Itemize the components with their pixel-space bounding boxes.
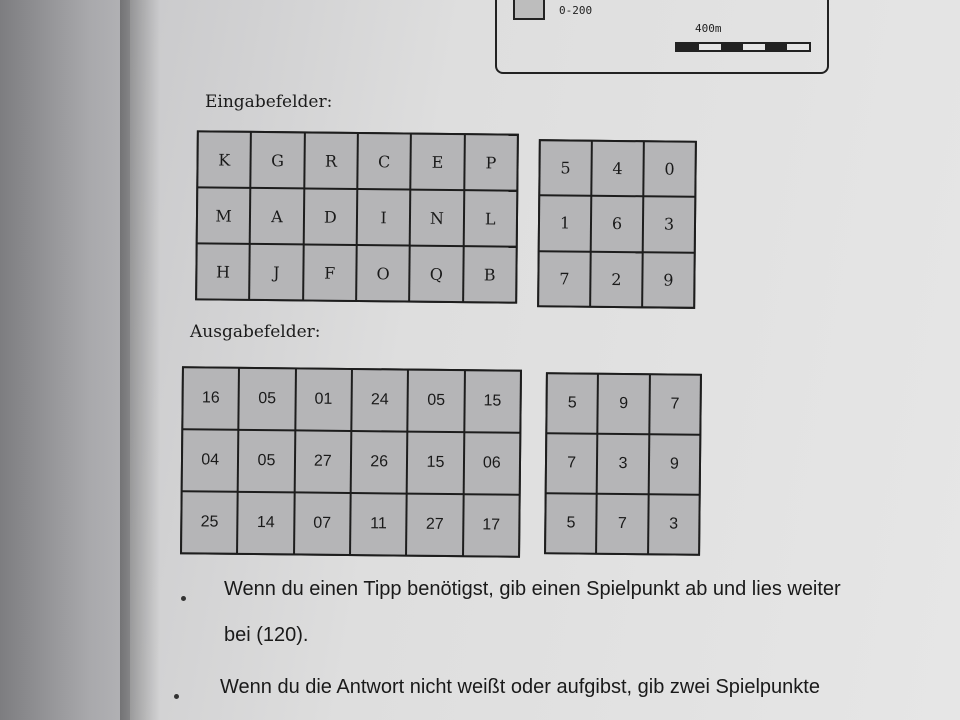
output-pair-cell: 14 bbox=[238, 493, 293, 554]
input-number-cell: 3 bbox=[644, 198, 695, 252]
output-number-cell: 7 bbox=[597, 495, 647, 554]
letter-cell: D bbox=[304, 189, 356, 244]
hint-instruction-line-2: bei (120). bbox=[224, 624, 309, 646]
output-pair-cell: 05 bbox=[409, 371, 464, 432]
output-pair-cell: 26 bbox=[352, 432, 407, 493]
output-number-cell: 5 bbox=[547, 374, 597, 433]
input-letter-grid bbox=[195, 130, 519, 303]
letter-cell: R bbox=[305, 133, 357, 188]
output-pair-cell: 04 bbox=[183, 430, 238, 491]
letter-cell: Q bbox=[410, 247, 462, 302]
output-pair-cell: 15 bbox=[465, 371, 520, 432]
letter-cell: H bbox=[197, 244, 249, 299]
output-pair-cell: 25 bbox=[182, 492, 237, 553]
output-pair-cell: 07 bbox=[295, 493, 350, 554]
output-pair-cell: 05 bbox=[240, 369, 295, 430]
input-number-cell: 5 bbox=[540, 141, 591, 195]
input-number-cell: 6 bbox=[592, 197, 643, 251]
output-pair-cell: 05 bbox=[239, 431, 294, 492]
letter-cell: E bbox=[412, 135, 464, 190]
letter-cell: B bbox=[464, 247, 516, 302]
output-number-cell: 5 bbox=[546, 494, 596, 553]
input-number-cell: 1 bbox=[540, 197, 591, 251]
output-number-cell: 7 bbox=[650, 375, 700, 434]
letter-cell: I bbox=[358, 190, 410, 245]
map-legend-swatch bbox=[513, 0, 545, 20]
output-number-grid bbox=[544, 372, 702, 556]
output-pair-cell: 24 bbox=[352, 370, 407, 431]
bullet-marker bbox=[181, 596, 186, 601]
output-pair-grid bbox=[180, 366, 522, 558]
letter-cell: M bbox=[198, 188, 250, 243]
output-pair-cell: 15 bbox=[408, 433, 463, 494]
map-figure bbox=[495, 0, 829, 74]
output-pair-cell: 11 bbox=[351, 494, 406, 555]
input-number-cell: 9 bbox=[643, 253, 694, 307]
map-scale-label: 400m bbox=[695, 22, 722, 35]
input-number-grid bbox=[537, 139, 697, 309]
output-pair-cell: 17 bbox=[464, 495, 519, 556]
input-number-cell: 0 bbox=[644, 142, 695, 196]
letter-cell: C bbox=[358, 134, 410, 189]
output-number-cell: 9 bbox=[599, 375, 649, 434]
map-legend-label: 0-200 bbox=[559, 4, 593, 17]
output-pair-cell: 06 bbox=[464, 433, 519, 494]
output-pair-cell: 27 bbox=[295, 431, 350, 492]
input-number-cell: 2 bbox=[591, 252, 642, 306]
letter-cell: A bbox=[251, 189, 303, 244]
output-number-cell: 7 bbox=[547, 434, 597, 493]
letter-cell: O bbox=[357, 246, 409, 301]
hint-instruction-line-1: Wenn du einen Tipp benötigst, gib einen Spielpunkt ab und lies weiter bbox=[224, 578, 841, 600]
output-pair-cell: 16 bbox=[183, 368, 238, 429]
letter-cell: F bbox=[304, 245, 356, 300]
map-scale-bar bbox=[675, 42, 811, 52]
output-number-cell: 3 bbox=[598, 435, 648, 494]
letter-cell: P bbox=[465, 135, 517, 190]
book-gutter bbox=[120, 0, 160, 720]
bullet-marker bbox=[174, 694, 179, 699]
output-pair-cell: 27 bbox=[407, 495, 462, 556]
output-number-cell: 9 bbox=[649, 435, 699, 494]
input-number-cell: 7 bbox=[539, 252, 590, 306]
letter-cell: G bbox=[252, 133, 304, 188]
letter-cell: K bbox=[198, 132, 250, 187]
input-number-cell: 4 bbox=[592, 142, 643, 196]
letter-cell: N bbox=[411, 191, 463, 246]
output-pair-cell: 01 bbox=[296, 369, 351, 430]
letter-cell: J bbox=[250, 245, 302, 300]
input-fields-heading: Eingabefelder: bbox=[205, 92, 333, 112]
letter-cell: L bbox=[464, 191, 516, 246]
output-number-cell: 3 bbox=[649, 495, 699, 554]
give-up-instruction-line-1: Wenn du die Antwort nicht weißt oder aufgibst, gib zwei Spielpunkte bbox=[220, 676, 820, 698]
output-fields-heading: Ausgabefelder: bbox=[190, 322, 321, 342]
